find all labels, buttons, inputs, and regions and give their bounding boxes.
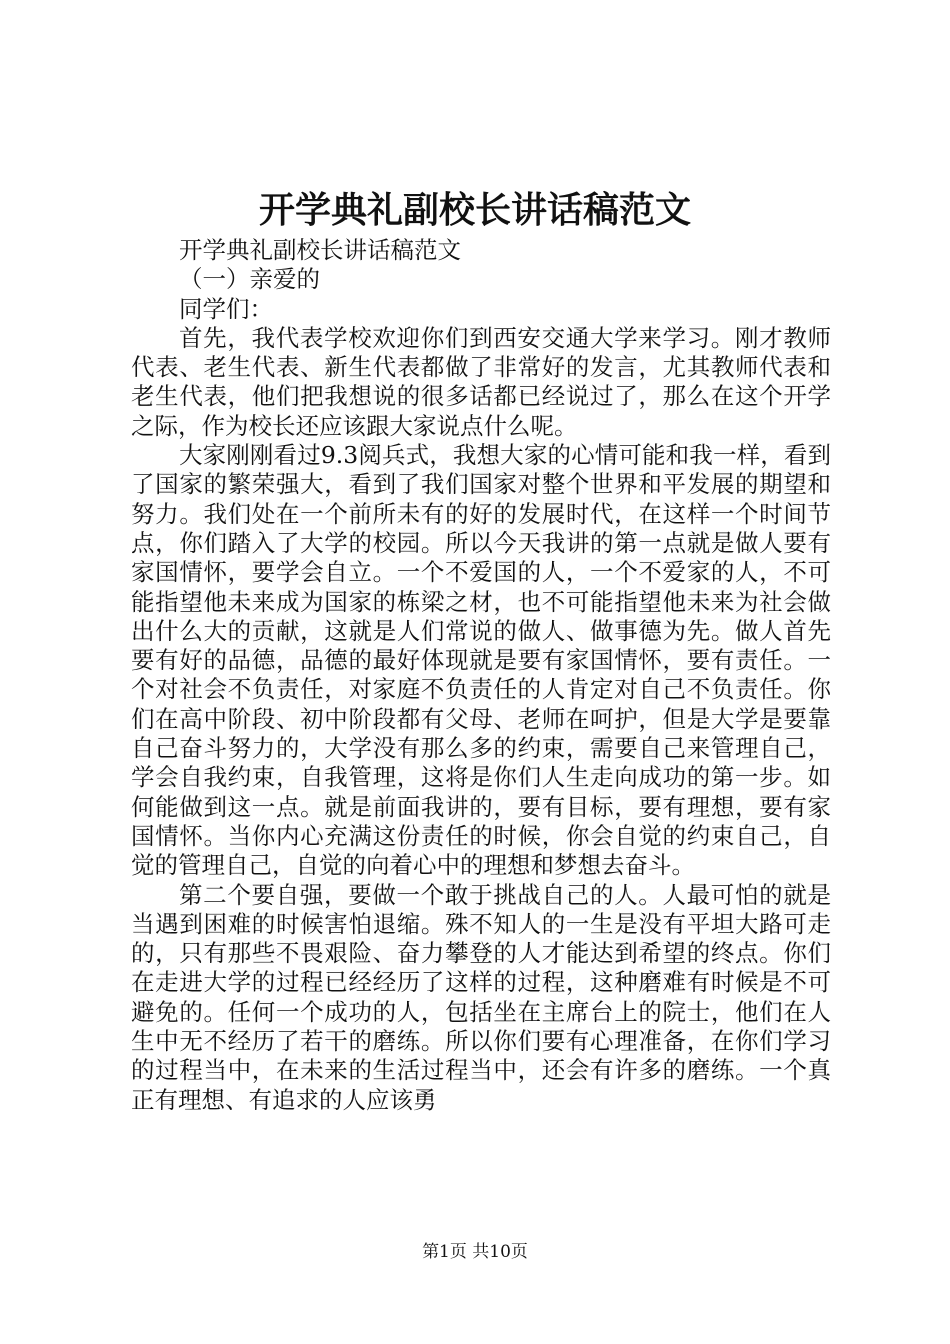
document-title: 开学典礼副校长讲话稿范文: [258, 189, 691, 231]
page-footer: 第1页 共10页: [422, 1242, 528, 1262]
salutation: 同学们：: [179, 294, 273, 323]
paragraph: 大家刚刚看过9.3阅兵式，我想大家的心情可能和我一样，看到了国家的繁荣强大，看到了我们国家对整个世界和平发展的期望和努力。我们处在一个前所未有的好的发展时代，在这样一个时间节点，你们踏入了大学的校园。所以今天我讲的第一点就是做人要有家国情怀，要学会自立。一个不爱国的人，一个不爱家的人，不可能指望他未来成为国家的栋梁之材，也不可能指望他未来为社会做出什么大的贡献，这就是人们常说的做人、做事德为先。做人首先要有好的品德，品德的最好体现就是要有家国情怀，要有责任。一个对社会不负责任，对家庭不负责任的人肯定对自己不负责任。你们在高中阶段、初中阶段都有父母、老师在呵护，但是大学是要靠自己奋斗努力的，大学没有那么多的约束，需要自己来管理自己，学会自我约束，自我管理，这将是你们人生走向成功的第一步。如何能做到这一点。就是前面我讲的，要有目标，要有理想，要有家国情怀。当你内心充满这份责任的时候，你会自觉的约束自己，自觉的管理自己，自觉的向着心中的理想和梦想去奋斗。: [131, 441, 831, 880]
document-subtitle: 开学典礼副校长讲话稿范文: [179, 236, 461, 264]
document-body: [131, 236, 831, 1115]
section-heading: （一）亲爱的: [179, 265, 320, 294]
paragraph: 第二个要自强，要做一个敢于挑战自己的人。人最可怕的就是当遇到困难的时候害怕退缩。殊不知人的一生是没有平坦大路可走的，只有那些不畏艰险、奋力攀登的人才能达到希望的终点。你们在走进大学的过程已经经历了这样的过程，这种磨难有时候是不可避免的。任何一个成功的人，包括坐在主席台上的院士，他们在人生中无不经历了若干的磨练。所以你们要有心理准备，在你们学习的过程当中，在未来的生活过程当中，还会有许多的磨练。一个真正有理想、有追求的人应该勇: [131, 880, 831, 1114]
paragraph: 首先，我代表学校欢迎你们到西安交通大学来学习。刚才教师代表、老生代表、新生代表都做了非常好的发言，尤其教师代表和老生代表，他们把我想说的很多话都已经说过了，那么在这个开学之际，作为校长还应该跟大家说点什么呢。: [131, 323, 831, 440]
